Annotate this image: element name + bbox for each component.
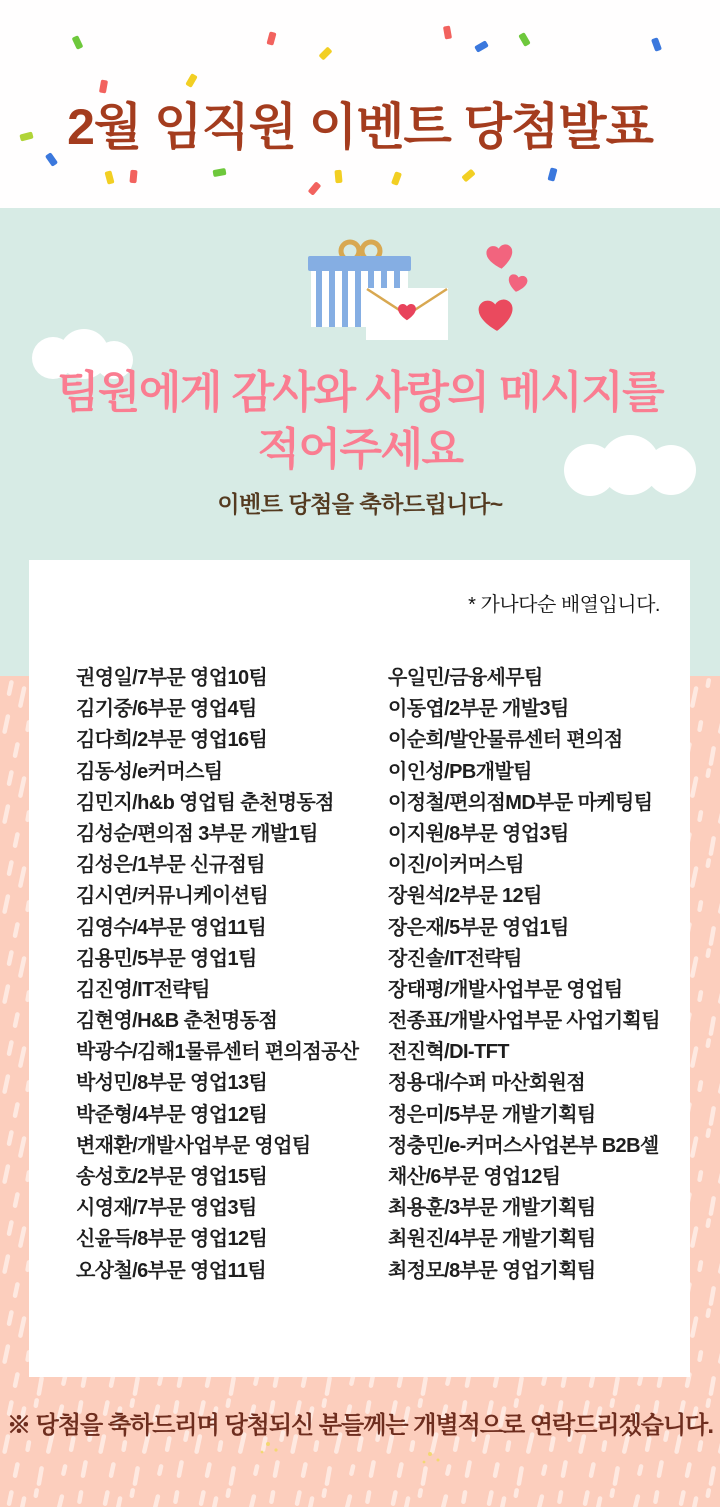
winner-list-item: 최정모/8부문 영업기획팀: [388, 1259, 596, 1282]
confetti-piece: [651, 37, 662, 52]
heart-icon: [485, 243, 514, 270]
confetti-piece: [474, 40, 489, 53]
winner-list-item: 시영재/7부문 영업3팀: [76, 1197, 257, 1220]
gift-envelope-icon: [297, 238, 457, 343]
winner-list-item: 김현영/H&B 춘천명동점: [76, 1010, 278, 1033]
winner-list-item: 박성민/8부문 영업13팀: [76, 1072, 268, 1095]
winner-list-item: 최용훈/3부문 개발기획팀: [388, 1197, 596, 1220]
confetti-piece: [318, 46, 332, 60]
confetti-piece: [212, 168, 226, 177]
message-heading-line2: 적어주세요: [257, 425, 463, 474]
winner-list-item: 이순희/발안물류센터 편의점: [388, 729, 623, 752]
message-heading: [0, 364, 720, 478]
confetti-piece: [308, 181, 322, 195]
confetti-piece: [334, 170, 342, 184]
message-heading-line1: 팀원에게 감사와 사랑의 메시지를: [56, 368, 664, 417]
winner-column-right: [388, 663, 660, 1287]
winner-list-item: 권영일/7부문 영업10팀: [76, 667, 268, 689]
confetti-piece: [72, 35, 84, 50]
confetti-piece: [443, 25, 452, 39]
confetti-piece: [461, 169, 475, 183]
confetti-piece: [391, 171, 402, 186]
winner-list-item: 김진영/IT전략팀: [76, 978, 210, 1001]
confetti-piece: [185, 73, 198, 88]
confetti-piece: [266, 31, 276, 45]
winner-column-left: [76, 663, 359, 1287]
winner-list-item: 김다희/2부문 영업16팀: [76, 729, 268, 752]
winner-list-item: 김성순/편의점 3부문 개발1팀: [76, 822, 318, 845]
winner-list-item: 장원석/2부문 12팀: [388, 885, 542, 908]
confetti-piece: [104, 170, 114, 184]
winner-list-item: 이정철/편의점MD부문 마케팅팀: [388, 791, 653, 814]
confetti-piece: [129, 170, 137, 184]
winner-list-item: 김용민/5부문 영업1팀: [76, 947, 257, 970]
winner-list-item: 최원진/4부문 개발기획팀: [388, 1228, 596, 1251]
winner-list-item: 장진솔/IT전략팀: [388, 947, 522, 970]
confetti-piece: [518, 32, 531, 47]
confetti-piece: [99, 79, 108, 93]
winner-list-item: 우일민/금융세무팀: [388, 667, 543, 689]
winner-list-item: 장은재/5부문 영업1팀: [388, 916, 569, 939]
winner-list-item: 이인성/PB개발팀: [388, 760, 532, 783]
winner-list-item: 김시연/커뮤니케이션팀: [76, 885, 269, 908]
winner-list-item: 박광수/김해1물류센터 편의점공산: [76, 1041, 359, 1064]
footer-note: ※ 당첨을 축하드리며 당첨되신 분들께는 개별적으로 연락드리겠습니다.: [6, 1412, 713, 1439]
heart-icon: [478, 299, 514, 332]
winner-list-item: 이지원/8부문 영업3팀: [388, 822, 569, 845]
winner-list-item: 정용대/수퍼 마산회원점: [388, 1072, 586, 1095]
winner-list-item: 김민지/h&b 영업팀 춘천명동점: [76, 791, 334, 814]
winner-list-item: 전종표/개발사업부문 사업기획팀: [388, 1010, 660, 1033]
winner-list-item: 변재환/개발사업부문 영업팀: [76, 1134, 311, 1157]
winner-list-item: 김영수/4부문 영업11팀: [76, 916, 267, 939]
winner-list-card: [29, 560, 690, 1377]
winner-list-item: 정충민/e-커머스사업본부 B2B셀: [388, 1134, 659, 1157]
winner-list-item: 김동성/e커머스팀: [76, 760, 223, 783]
winner-list-item: 신윤득/8부문 영업12팀: [76, 1228, 268, 1251]
sort-note: * 가나다순 배열입니다.: [468, 594, 660, 616]
winner-list-item: 정은미/5부문 개발기획팀: [388, 1103, 596, 1126]
winner-list-item: 채산/6부문 영업12팀: [388, 1166, 561, 1188]
winner-list-item: 김성은/1부문 신규점팀: [76, 854, 265, 877]
winner-list-item: 전진혁/DI-TFT: [388, 1041, 509, 1064]
page-title: 2월 임직원 이벤트 당첨발표: [67, 99, 653, 155]
header-section: [0, 0, 720, 208]
heart-icon: [507, 273, 529, 293]
winner-list-item: 송성호/2부문 영업15팀: [76, 1166, 268, 1188]
winner-list-item: 이진/이커머스팀: [388, 854, 524, 877]
winner-list-item: 오상철/6부문 영업11팀: [76, 1259, 267, 1282]
message-subtitle: 이벤트 당첨을 축하드립니다~: [217, 491, 503, 517]
confetti-piece: [547, 167, 557, 181]
winner-list-item: 이동엽/2부문 개발3팀: [388, 698, 569, 721]
winner-list-item: 장태평/개발사업부문 영업팀: [388, 978, 623, 1001]
winner-list-item: 김기중/6부문 영업4팀: [76, 698, 257, 721]
winner-list-item: 박준형/4부문 영업12팀: [76, 1103, 268, 1126]
